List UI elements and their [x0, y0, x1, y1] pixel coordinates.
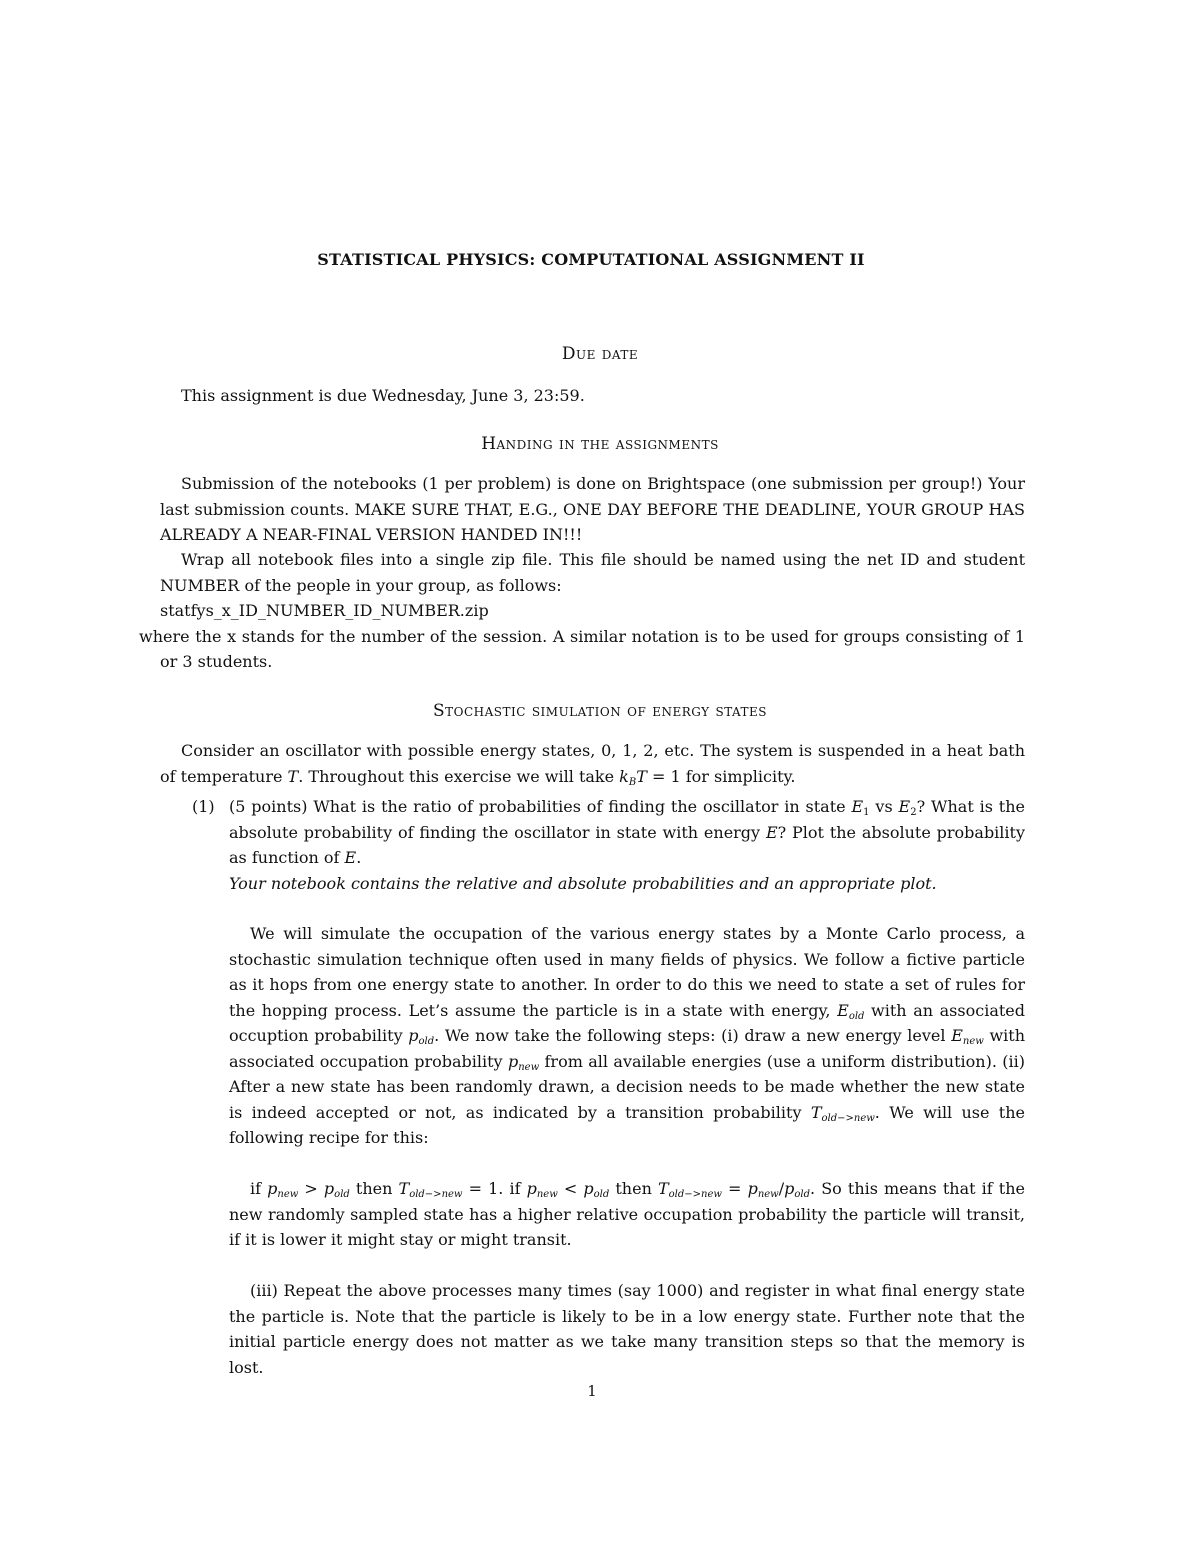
- due-date-text: This assignment is due Wednesday, June 3, 23:59.: [181, 386, 585, 405]
- problem-1-number: (1): [192, 797, 215, 816]
- oscillator-intro: Consider an oscillator with possible energy states, 0, 1, 2, etc. The system is suspended in a heat bath of temperature T. Throughout this exercise we will take $k_BT = 1$ for simplicity.: [160, 741, 1025, 788]
- monte-carlo-paragraph: We will simulate the occupation of the various energy states by a Monte Carlo process, a stochastic simulation technique often used in many fields of physics. We follow a fictive particle as it hops from one energy state to another. In order to do this we need to state a set of rules for the hopping process. Let’s assume the particle is in a state with energy, $E_{old}$ with an associated occuption probability $p_{old}$. We now take the following steps: (i) draw a new energy level $E_{new}$ with associated occupation probability $p_{new}$ from all available energies (use a uniform distribution). (ii) After a new state has been randomly drawn, a decision needs to be made whether the new state is indeed accepted or not, as indicated by a transition probability $T_{old->new}$. We will use the following recipe for this:: [229, 924, 1025, 1147]
- zip-instructions: [139, 547, 1025, 675]
- transition-recipe: if $p_{new} > p_{old}$ then $T_{old->new} = 1$. if $p_{new} < p_{old}$ then $T_{old->new} = p_{new}/p_{old}$. So this means that if the new randomly sampled state has a higher relative occupation probability the particle will transit, if it is lower it might stay or might transit.: [229, 1179, 1025, 1249]
- due-date-heading: Due date: [561, 344, 639, 364]
- repeat-paragraph: (iii) Repeat the above processes many times (say 1000) and register in what final energy state the particle is. Note that the particle is likely to be in a low energy state. Further note that the initial particle energy does not matter as we take many transition steps so that the memory is lost.: [229, 1281, 1025, 1377]
- session-note: where the x stands for the number of the session. A similar notation is to be used for groups consisting of 1 or 3 students.: [139, 626, 1025, 671]
- zip-instructions-text: Wrap all notebook files into a single zip file. This file should be named using the net ID and student NUMBER of the people in your group, as follows:: [160, 550, 1025, 595]
- submission-paragraph: Submission of the notebooks (1 per problem) is done on Brightspace (one submission per group!) Your last submission counts. MAKE SURE THAT, E.G., ONE DAY BEFORE THE DEADLINE, YOUR GROUP HAS ALREADY A NEAR-FINAL VERSION HANDED IN!!!: [160, 474, 1025, 544]
- problem-1-text: (5 points) What is the ratio of probabilities of finding the oscillator in state $E_1$ vs $E_2$? What is the absolute probability of finding the oscillator in state with energy E? Plot the absolute probability as function of E. Your notebook contains the relative and absolute probabilities and an appropriate plot.: [229, 797, 1026, 893]
- problem-1-deliverable: Your notebook contains the relative and absolute probabilities and an appropriate plot.: [229, 873, 937, 893]
- page-title: STATISTICAL PHYSICS: COMPUTATIONAL ASSIGNMENT II: [317, 250, 865, 269]
- page-number: 1: [587, 1382, 597, 1400]
- zip-filename: statfys_x_ID_NUMBER_ID_NUMBER.zip: [160, 601, 489, 620]
- stochastic-heading: Stochastic simulation of energy states: [432, 701, 768, 721]
- handing-in-heading: Handing in the assignments: [481, 434, 719, 454]
